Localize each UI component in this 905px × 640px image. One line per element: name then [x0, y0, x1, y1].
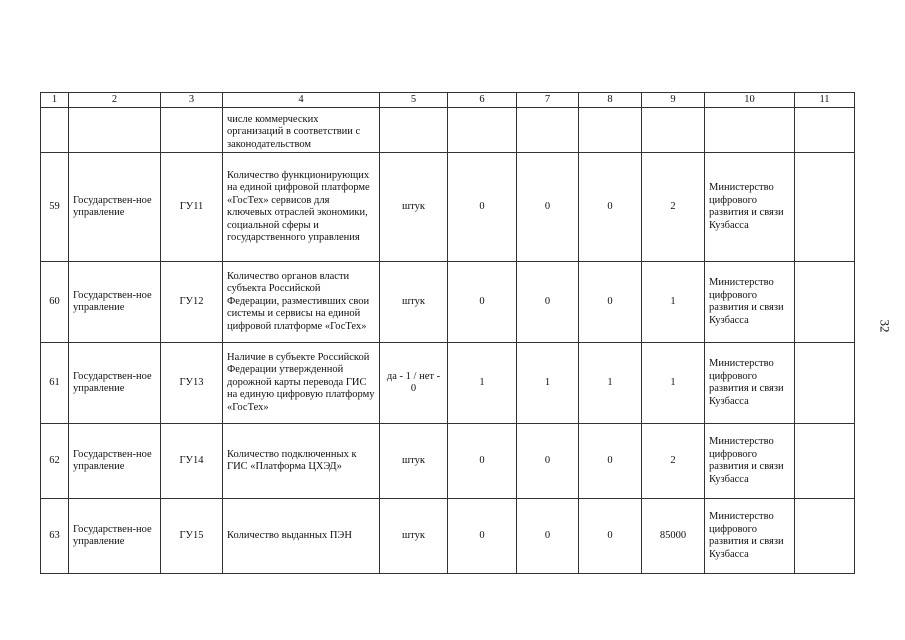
- column-header: 3: [161, 93, 223, 108]
- value-cell: 0: [448, 499, 517, 574]
- value-cell: 1: [448, 343, 517, 424]
- table-row: [41, 262, 855, 343]
- column-header: 6: [448, 93, 517, 108]
- value-cell: 1: [517, 343, 579, 424]
- value-cell: 0: [579, 153, 642, 262]
- column-header: 5: [380, 93, 448, 108]
- sector-cell: Государствен-ное управление: [69, 499, 161, 574]
- column-header: 1: [41, 93, 69, 108]
- sector-cell: Государствен-ное управление: [69, 262, 161, 343]
- code-cell: ГУ14: [161, 424, 223, 499]
- code-cell: ГУ13: [161, 343, 223, 424]
- value-cell: 2: [642, 424, 705, 499]
- code-cell: ГУ11: [161, 153, 223, 262]
- value-cell: 0: [517, 262, 579, 343]
- value-cell: 2: [642, 153, 705, 262]
- column-header: 11: [795, 93, 855, 108]
- value-cell: 1: [642, 343, 705, 424]
- row-number: [41, 108, 69, 153]
- value-cell: 0: [579, 262, 642, 343]
- value-cell: 0: [517, 424, 579, 499]
- column-header: 2: [69, 93, 161, 108]
- value-cell: [448, 108, 517, 153]
- sector-cell: [69, 108, 161, 153]
- row-number: 62: [41, 424, 69, 499]
- note-cell: [795, 262, 855, 343]
- value-cell: 0: [448, 424, 517, 499]
- code-cell: ГУ15: [161, 499, 223, 574]
- value-cell: 0: [448, 262, 517, 343]
- code-cell: ГУ12: [161, 262, 223, 343]
- value-cell: 0: [448, 153, 517, 262]
- sector-cell: Государствен-ное управление: [69, 343, 161, 424]
- indicator-cell: Количество органов власти субъекта Российской Федерации, разместивших свои системы и сервисы на единой цифровой платформе «ГосТех»: [223, 262, 380, 343]
- value-cell: 1: [642, 262, 705, 343]
- unit-cell: [380, 108, 448, 153]
- page-number: 32: [877, 319, 893, 333]
- column-header: 9: [642, 93, 705, 108]
- note-cell: [795, 424, 855, 499]
- responsible-cell: Министерство цифрового развития и связи Кузбасса: [705, 424, 795, 499]
- unit-cell: штук: [380, 262, 448, 343]
- responsible-cell: Министерство цифрового развития и связи Кузбасса: [705, 499, 795, 574]
- value-cell: [517, 108, 579, 153]
- unit-cell: да - 1 / нет - 0: [380, 343, 448, 424]
- column-header: 10: [705, 93, 795, 108]
- responsible-cell: Министерство цифрового развития и связи Кузбасса: [705, 262, 795, 343]
- sector-cell: Государствен-ное управление: [69, 153, 161, 262]
- unit-cell: штук: [380, 499, 448, 574]
- column-number-row: [41, 93, 855, 108]
- indicator-cell: Количество подключенных к ГИС «Платформа ЦХЭД»: [223, 424, 380, 499]
- sector-cell: Государствен-ное управление: [69, 424, 161, 499]
- row-number: 59: [41, 153, 69, 262]
- indicator-cell: [223, 108, 380, 153]
- responsible-cell: [705, 108, 795, 153]
- value-cell: [642, 108, 705, 153]
- indicator-cell: Наличие в субъекте Российской Федерации утвержденной дорожной карты перевода ГИС на единую цифровую платформу «ГосТех»: [223, 343, 380, 424]
- unit-cell: штук: [380, 424, 448, 499]
- responsible-cell: Министерство цифрового развития и связи Кузбасса: [705, 153, 795, 262]
- value-cell: 85000: [642, 499, 705, 574]
- column-header: 8: [579, 93, 642, 108]
- value-cell: 0: [517, 499, 579, 574]
- note-cell: [795, 499, 855, 574]
- column-header: 7: [517, 93, 579, 108]
- value-cell: 1: [579, 343, 642, 424]
- note-cell: [795, 343, 855, 424]
- code-cell: [161, 108, 223, 153]
- table-row: [41, 424, 855, 499]
- note-cell: [795, 108, 855, 153]
- indicators-table: [40, 92, 855, 574]
- unit-cell: штук: [380, 153, 448, 262]
- value-cell: [579, 108, 642, 153]
- table-row: [41, 343, 855, 424]
- column-header: 4: [223, 93, 380, 108]
- indicator-cell: Количество выданных ПЭН: [223, 499, 380, 574]
- note-cell: [795, 153, 855, 262]
- value-cell: 0: [579, 499, 642, 574]
- row-number: 63: [41, 499, 69, 574]
- row-number: 60: [41, 262, 69, 343]
- table-row: [41, 153, 855, 262]
- indicator-text: числе коммерческих организаций в соответствии с законодательством: [227, 113, 361, 150]
- value-cell: 0: [517, 153, 579, 262]
- responsible-cell: Министерство цифрового развития и связи Кузбасса: [705, 343, 795, 424]
- row-number: 61: [41, 343, 69, 424]
- table-row-continuation: [41, 108, 855, 153]
- table-row: [41, 499, 855, 574]
- indicator-cell: Количество функционирующих на единой цифровой платформе «ГосТех» сервисов для ключевых отраслей экономики, социальной сферы и государственного управления: [223, 153, 380, 262]
- value-cell: 0: [579, 424, 642, 499]
